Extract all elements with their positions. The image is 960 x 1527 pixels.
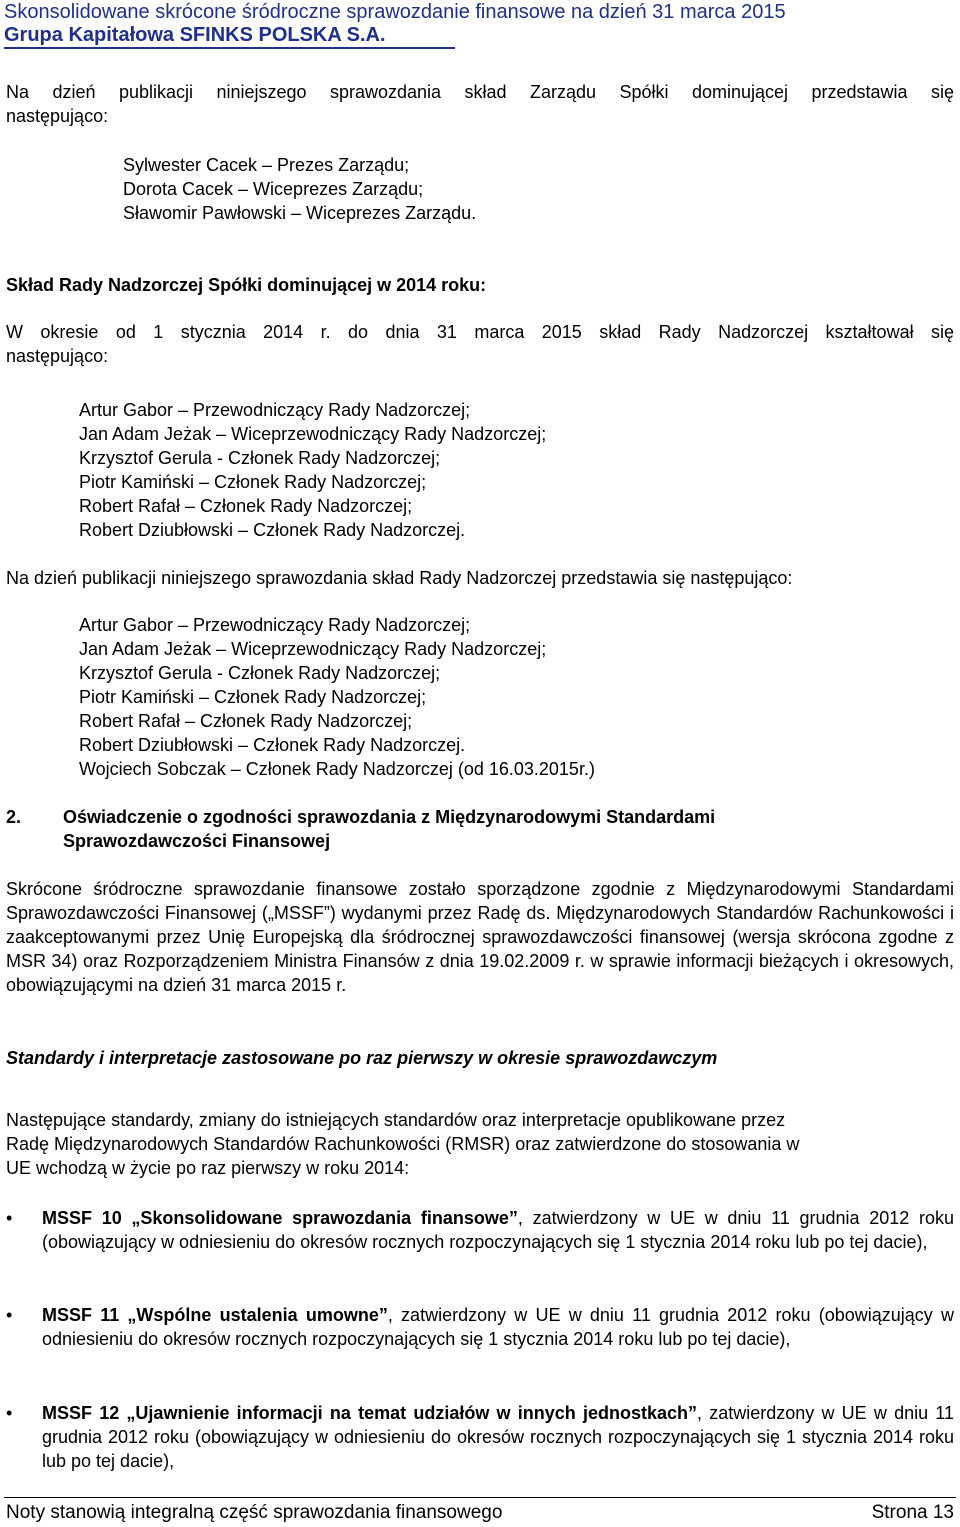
section-title-cont: Sprawozdawczości Finansowej [63,831,331,851]
company-name: Grupa Kapitałowa SFINKS POLSKA S.A. [4,24,386,46]
board-member: Krzysztof Gerula - Członek Rady Nadzorczej; [79,448,441,468]
standard-name: MSSF 12 „Ujawnienie informacji na temat udziałów w innych jednostkach” [42,1403,697,1423]
standards-intro-cont: Radę Międzynarodowych Standardów Rachunkowości (RMSR) oraz zatwierdzone do stosowania w [6,1134,800,1154]
standard-item [42,1303,954,1351]
standard-description: , zatwierdzony w UE w dniu 11 grudnia 2012 roku (obowiązujący w odniesieniu do okresów rocznych rozpoczynających się 1 stycznia 2014 roku lub po tej dacie), [42,1305,954,1349]
standards-heading: Standardy i interpretacje zastosowane po raz pierwszy w okresie sprawozdawczym [6,1048,718,1068]
standard-name: MSSF 10 „Skonsolidowane sprawozdania finansowe” [42,1208,518,1228]
current-board-member: Jan Adam Jeżak – Wiceprzewodniczący Rady Nadzorczej; [79,639,547,659]
bullet-icon: • [6,1403,13,1423]
current-board-member: Krzysztof Gerula - Członek Rady Nadzorczej; [79,663,441,683]
supervisory-period-cont: następująco: [6,346,109,366]
supervisory-heading: Skład Rady Nadzorczej Spółki dominującej w 2014 roku: [6,275,487,295]
current-board-intro: Na dzień publikacji niniejszego sprawozdania skład Rady Nadzorczej przedstawia się następująco: [6,568,793,588]
board-member: Jan Adam Jeżak – Wiceprzewodniczący Rady Nadzorczej; [79,424,547,444]
footer-rule [4,1497,956,1498]
footer-note: Noty stanowią integralną część sprawozdania finansowego [6,1502,503,1523]
current-board-member: Artur Gabor – Przewodniczący Rady Nadzorczej; [79,615,471,635]
supervisory-period: W okresie od 1 stycznia 2014 r. do dnia 31 marca 2015 skład Rady Nadzorczej kształtował się [6,322,954,342]
board-member: Piotr Kamiński – Członek Rady Nadzorczej; [79,472,427,492]
compliance-paragraph: Skrócone śródroczne sprawozdanie finansowe zostało sporządzone zgodnie z Międzynarodowymi Standardami Sprawozdawczości Finansowej („MSSF”) wydanymi przez Radę ds. Międzynarodowych Standardów Rachunkowości i zaakceptowanymi przez Unię Europejską dla śródrocznej sprawozdawczości finansowej (wersja skrócona zgodne z MSR 34) oraz Rozporządzeniem Ministra Finansów z dnia 19.02.2009 r. w sprawie informacji bieżących i okresowych, obowiązującymi na dzień 31 marca 2015 r. [6,879,954,995]
standard-name: MSSF 11 „Wspólne ustalenia umowne” [42,1305,388,1325]
bullet-icon: • [6,1305,13,1325]
page-number: Strona 13 [871,1502,954,1523]
board-member: Robert Rafał – Członek Rady Nadzorczej; [79,496,413,516]
standards-intro-cont: UE wchodzą w życie po raz pierwszy w roku 2014: [6,1158,410,1178]
standard-description: , zatwierdzony w UE w dniu 11 grudnia 2012 roku (obowiązujący w odniesieniu do okresów rocznych rozpoczynających się 1 stycznia 2014 roku lub po tej dacie), [42,1208,954,1252]
standards-intro: Następujące standardy, zmiany do istniejących standardów oraz interpretacje opublikowane przez [6,1110,786,1130]
current-board-member: Wojciech Sobczak – Członek Rady Nadzorczej (od 16.03.2015r.) [79,759,595,779]
management-member: Sławomir Pawłowski – Wiceprezes Zarządu. [123,203,477,223]
board-member: Robert Dziubłowski – Członek Rady Nadzorczej. [79,520,466,540]
current-board-member: Piotr Kamiński – Członek Rady Nadzorczej; [79,687,427,707]
current-board-member: Robert Dziubłowski – Członek Rady Nadzorczej. [79,735,466,755]
management-member: Dorota Cacek – Wiceprezes Zarządu; [123,179,424,199]
standard-item [42,1206,954,1254]
standard-item [42,1401,954,1473]
board-member: Artur Gabor – Przewodniczący Rady Nadzorczej; [79,400,471,420]
current-board-member: Robert Rafał – Członek Rady Nadzorczej; [79,711,413,731]
management-member: Sylwester Cacek – Prezes Zarządu; [123,155,410,175]
section-title: Oświadczenie o zgodności sprawozdania z Międzynarodowymi Standardami [63,807,716,827]
management-intro: Na dzień publikacji niniejszego sprawozdania skład Zarządu Spółki dominującej przedstawia się [6,82,954,102]
bullet-icon: • [6,1208,13,1228]
header-underline [4,47,455,49]
standard-description: , zatwierdzony w UE w dniu 11 grudnia 2012 roku (obowiązujący w odniesieniu do okresów rocznych rozpoczynających się 1 stycznia 2014 roku lub po tej dacie), [42,1403,954,1471]
management-intro-cont: następująco: [6,106,109,126]
report-title: Skonsolidowane skrócone śródroczne sprawozdanie finansowe na dzień 31 marca 2015 [4,1,786,23]
section-number: 2. [6,807,22,827]
